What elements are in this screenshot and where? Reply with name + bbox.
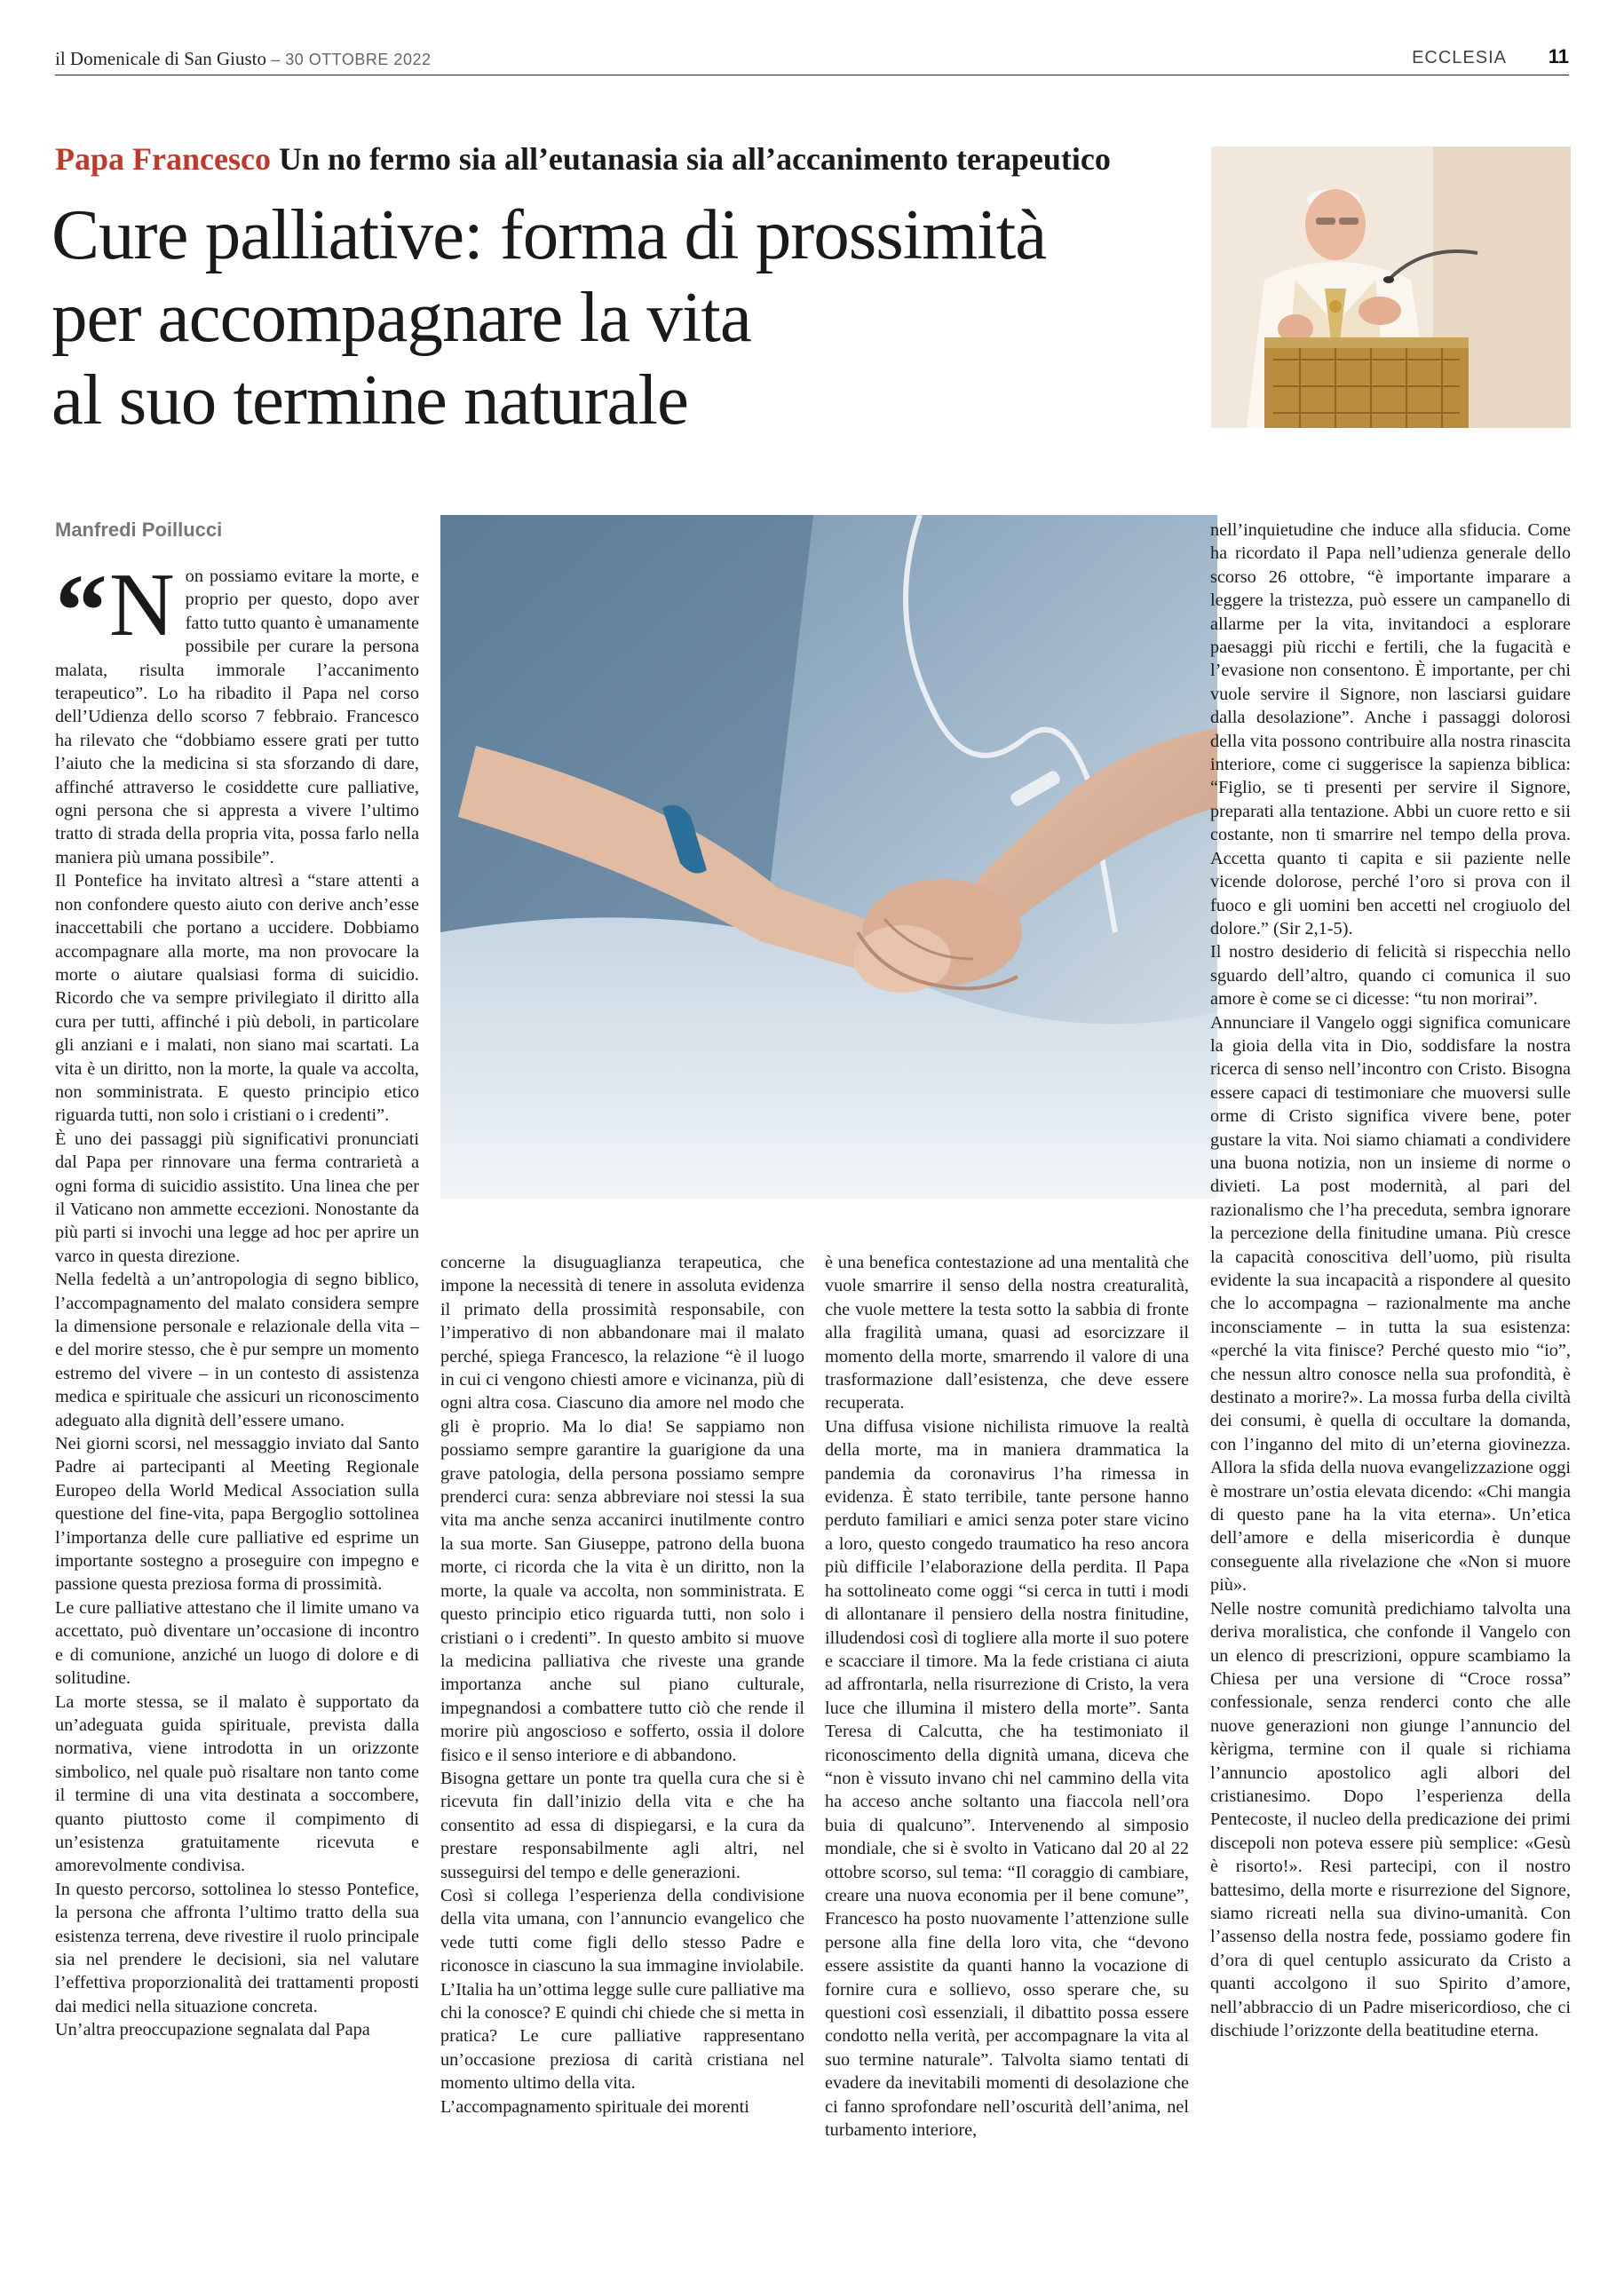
paragraph: Le cure palliative attestano che il limite umano va accettato, può diventare un’occasione di incontro e di comunione, anziché un luogo di dolore e di solitudine. xyxy=(55,1597,419,1689)
paragraph: Nella fedeltà a un’antropologia di segno biblico, l’accompagnamento del malato considera sempre la dimensione personale e relazionale della vita – e del morire stesso, che è pur sempre un momento estremo del vivere – in un contesto di assistenza medica e spirituale che assicuri un riconoscimento adeguato alla dignità dell’essere umano. xyxy=(55,1270,419,1430)
publication-name: il Domenicale di San Giusto xyxy=(55,48,266,69)
publication-info xyxy=(55,48,431,70)
paragraph: Il nostro desiderio di felicità si rispecchia nello sguardo dell’altro, quando ci comunica il suo amore è come se ci dicesse: “tu non morirai”. xyxy=(1210,942,1571,1010)
hospital-hands-photo xyxy=(440,515,1217,1199)
paragraph: È uno dei passaggi più significativi pronunciati dal Papa per rinnovare una ferma contrarietà a ogni forma di suicidio assistito. Una linea che per il Vaticano non ammette eccezioni. Nonostante da più parti si invochi una legge ad hoc per aprire un varco in questa direzione. xyxy=(55,1129,419,1266)
headline-line: al suo termine naturale xyxy=(51,360,688,440)
paragraph: L’Italia ha un’ottima legge sulle cure palliative ma chi la conosce? E quindi chi chiede che si metta in pratica? Le cure palliative rappresentano un’occasione preziosa di carità cristiana nel momento ultimo della vita. xyxy=(440,1979,804,2094)
page-number: 11 xyxy=(1548,45,1569,67)
column-2 xyxy=(440,1251,804,2119)
kicker-text: Un no fermo sia all’eutanasia sia all’accanimento terapeutico xyxy=(278,141,1111,177)
paragraph: Nelle nostre comunità predichiamo talvolta una deriva moralistica, che confonde il Vangelo con un elenco di prescrizioni, oppure scambiamo la Chiesa per una versione di “Croce rossa” confessionale, senza renderci conto che alle nuove generazioni non giunge l’annuncio del kèrigma, termine con il quale si richiama l’annuncio apostolico agli albori del cristianesimo. Dopo l’esperienza della Pentecoste, il nucleo della predicazione dei primi discepoli non poteva essere più semplice: «Gesù è risorto!». Resi partecipi, con il nostro battesimo, della morte e risurrezione del Signore, siamo ricreati nella sua divino-umanità. Con l’assenso della nostra fede, possiamo godere fin d’ora di quel centuplo assicurato da Cristo a quanti accolgono il suo Spirito d’amore, nell’abbraccio di un Padre misericordioso, che ci dischiude l’orizzonte della beatitudine eterna. xyxy=(1210,1598,1571,2040)
column-3 xyxy=(825,1251,1189,2142)
paragraph: Una diffusa visione nichilista rimuove la realtà della morte, ma in maniera drammatica la pandemia da coronavirus l’ha rimessa in evidenza. È stato terribile, tante persone hanno perduto familiari e amici senza poter stare vicino a loro, questo congedo traumatico ha reso ancora più difficile l’elaborazione della perdita. Il Papa ha sottolineato come oggi “si cerca in tutti i modi di allontanare il pensiero della nostra finitudine, illudendosi così di togliere alla morte il suo potere e scacciare il timore. Ma la fede cristiana ci aiuta ad affrontarla, nella risurrezione di Cristo, la vera luce che illumina il mistero della morte”. Santa Teresa di Calcutta, che ha testimoniato il riconoscimento della dignità umana, diceva che “non è vissuto invano chi nel cammino della vita ha acceso anche soltanto una fiaccola nell’ora buia di qualcuno”. Intervenendo al simposio mondiale, che si è svolto in Vaticano dal 20 al 22 ottobre scorso, sul tema: “Il coraggio di cambiare, creare una nuova economia per il bene comune”, Francesco ha posto nuovamente l’attenzione sulle persone alla fine della loro vita, che “devono essere assistite da quanti hanno la vocazione di fornire cura e sollievo, osso sperare che, su questioni così essenziali, il dibattito possa essere condotto nella verità, per accompagnare la vita al suo termine naturale”. Talvolta siamo tentati di evadere da inevitabili momenti di desolazione che ci fanno sprofondare nell’oscurità dell’anima, nel turbamento interiore, xyxy=(825,1416,1189,2141)
headline xyxy=(51,194,1206,441)
column-4 xyxy=(1210,519,1571,2042)
column-1 xyxy=(55,552,419,2042)
paragraph: Un’altra preoccupazione segnalata dal Papa xyxy=(55,2020,370,2040)
lead-paragraph xyxy=(55,552,419,869)
pope-photo-illustration xyxy=(1211,147,1571,428)
paragraph: on possiamo evitare la morte, e proprio per questo, dopo aver fatto tutto quanto è umanamente possibile per curare la persona malata, risulta immorale l’accanimento terapeutico”. Lo ha ribadito il Papa nel corso dell’Udienza dello scorso 7 febbraio. Francesco ha rilevato che “dobbiamo essere grati per tutto l’aiuto che la medicina si sta sforzando di dare, affinché attraverso le cosiddette cure palliative, ogni persona che si appresta a vivere l’ultimo tratto di strada della propria vita, possa farlo nella maniera più umana possibile”. xyxy=(55,566,419,867)
paragraph: L’accompagnamento spirituale dei morenti xyxy=(440,2096,749,2117)
dropcap-quote: “ xyxy=(55,552,107,669)
paragraph: nell’inquietudine che induce alla sfiducia. Come ha ricordato il Papa nell’udienza generale dello scorso 26 ottobre, “è importante imparare a leggere la tristezza, può essere un campanello di allarme per la vita, invitandoci a esplorare paesaggi più ricchi e fertili, che la fugacità e l’evasione non consentono. È importante, per chi vuole servire il Signore, non lasciarsi guidare dalla desolazione”. Anche i passaggi dolorosi della vita possono contribuire alla nostra rinascita interiore, come ci suggerisce la sapienza biblica: “Figlio, se ti presenti per servire il Signore, preparati alla tentazione. Abbi un cuore retto e sii costante, non ti smarrire nel tempo della prova. Accetta quanto ti capita e sii paziente nelle vicende dolorose, perché l’oro si prova con il fuoco e gli uomini ben accetti nel crogiuolo del dolore.” (Sir 2,1-5). xyxy=(1210,520,1571,939)
kicker-subject: Papa Francesco xyxy=(55,141,271,177)
paragraph: Così si collega l’esperienza della condivisione della vita umana, con l’annuncio evangelico che vede tutti come figli dello stesso Padre e riconosce in ciascuno la sua immagine inviolabile. xyxy=(440,1885,804,1976)
masthead xyxy=(55,41,1569,73)
dropcap-letter: N xyxy=(109,555,175,655)
pope-photo xyxy=(1211,147,1571,428)
byline: Manfredi Poillucci xyxy=(55,519,223,541)
paragraph: concerne la disuguaglianza terapeutica, che impone la necessità di tenere in assoluta evidenza il primato della prossimità responsabile, con l’imperativo di non abbandonare mai il malato perché, spiega Francesco, la relazione “è il luogo in cui ci vengono chiesti amore e vicinanza, più di ogni altra cosa. Ciascuno dia amore nel modo che gli è proprio. Ma lo dia! Se sappiamo non possiamo sempre garantire la guarigione da una grave patologia, della persona possiamo sempre prenderci cura: senza abbreviare noi stessi la sua vita ma anche senza accanirci inutilmente contro la sua morte. San Giuseppe, patrono della buona morte, ci ricorda che la vita è un diritto, non la morte, la quale va accolta, non somministrata. E questo principio etico riguarda tutti, non solo i cristiani o i credenti”. In questo ambito si muove la medicina palliativa che riveste una grande importanza anche sul piano culturale, impegnandosi a combattere tutto ciò che rende il morire più angoscioso e sofferto, ossia il dolore fisico e il senso interiore e di abbandono. xyxy=(440,1253,804,1765)
section-name: ECCLESIA xyxy=(1412,48,1507,67)
hospital-hands-illustration xyxy=(440,515,1217,1199)
kicker xyxy=(55,140,1200,178)
paragraph: Annunciare il Vangelo oggi significa comunicare la gioia della vita in Dio, soddisfare la nostra ricerca di senso nell’incontro con Cristo. Bisogna essere capaci di testimoniare che muoversi sulle orme di Cristo significa vivere bene, poter gustare la vita. Noi siamo chiamati a condividere una buona notizia, non un insieme di norme o divieti. La post modernità, al pari del razionalismo che l’ha preceduta, sembra ignorare la percezione della finitudine umana. Più cresce la capacità conoscitiva dell’uomo, più risulta evidente la sua incapacità a rispondere al quesito che lo accompagna – razionalmente ma anche inconsciamente – in tutta la sua esistenza: «perché la vita finisce? Perché questo mio “io”, che nessun altro conosce nella sua profondità, è destinato a morire?». La mossa furba della civiltà dei consumi, è quella di occultare la domanda, con l’inganno del mito di un’eterna giovinezza. Allora la sfida della nuova evangelizzazione oggi è mostrare un’ostia elevata dicendo: «Chi mangia di questo pane ha la vita eterna». Un’etica dell’amore e della misericordia è dunque conseguente alla rivelazione che «Non si muore più». xyxy=(1210,1012,1571,1596)
paragraph: La morte stessa, se il malato è supportato da un’adeguata guida spirituale, prevista dalla normativa, viene introdotta in un orizzonte simbolico, nel quale può risaltare non tanto come il termine di una vita destinata a soccombere, quanto piuttosto come il compimento di un’esistenza gratuitamente ricevuta e amorevolmente condivisa. xyxy=(55,1691,419,1876)
headline-line: Cure palliative: forma di prossimità xyxy=(51,194,1047,274)
paragraph: Bisogna gettare un ponte tra quella cura che si è ricevuta fin dall’inizio della vita e che ha consentito ad essa di dispiegarsi, e la cura da prestare responsabilmente agli altri, nel susseguirsi del tempo e delle generazioni. xyxy=(440,1768,804,1882)
paragraph: è una benefica contestazione ad una mentalità che vuole smarrire il senso della nostra creaturalità, che vuole mettere la testa sotto la sabbia di fronte alla fragilità umana, quasi ad esorcizzare il momento della morte, smarrendo il valore di una trasformazione dall’esistenza, che deve essere recuperata. xyxy=(825,1253,1189,1414)
headline-line: per accompagnare la vita xyxy=(51,277,751,357)
paragraph: Nei giorni scorsi, nel messaggio inviato dal Santo Padre ai partecipanti al Meeting Regionale Europeo della World Medical Association sulla questione del fine-vita, papa Bergoglio sottolinea l’importanza delle cure palliative ed esprime un importante sostegno a proseguire con impegno e passione questa preziosa forma di prossimità. xyxy=(55,1434,419,1595)
paragraph: In questo percorso, sottolinea lo stesso Pontefice, la persona che affronta l’ultimo tratto della sua esistenza terrena, deve rivestire il ruolo principale sia nel prendere le decisioni, sia nel valutare l’effettiva proporzionalità dei trattamenti proposti dai medici nella situazione concreta. xyxy=(55,1879,419,2016)
issue-date: – 30 OTTOBRE 2022 xyxy=(271,51,432,68)
paragraph: Il Pontefice ha invitato altresì a “stare attenti a non confondere questo aiuto con derive anch’esse inaccettabili che portano a uccidere. Dobbiamo accompagnare alla morte, ma non provocare la morte o aiutare qualsiasi forma di suicidio. Ricordo che va sempre privilegiato il diritto alla cura per tutti, affinché i più deboli, in particolare gli anziani e i malati, non siano mai scartati. La vita è un diritto, non la morte, la quale va accolta, non somministrata. E questo principio etico riguarda tutti, non solo i cristiani o i credenti”. xyxy=(55,871,419,1126)
